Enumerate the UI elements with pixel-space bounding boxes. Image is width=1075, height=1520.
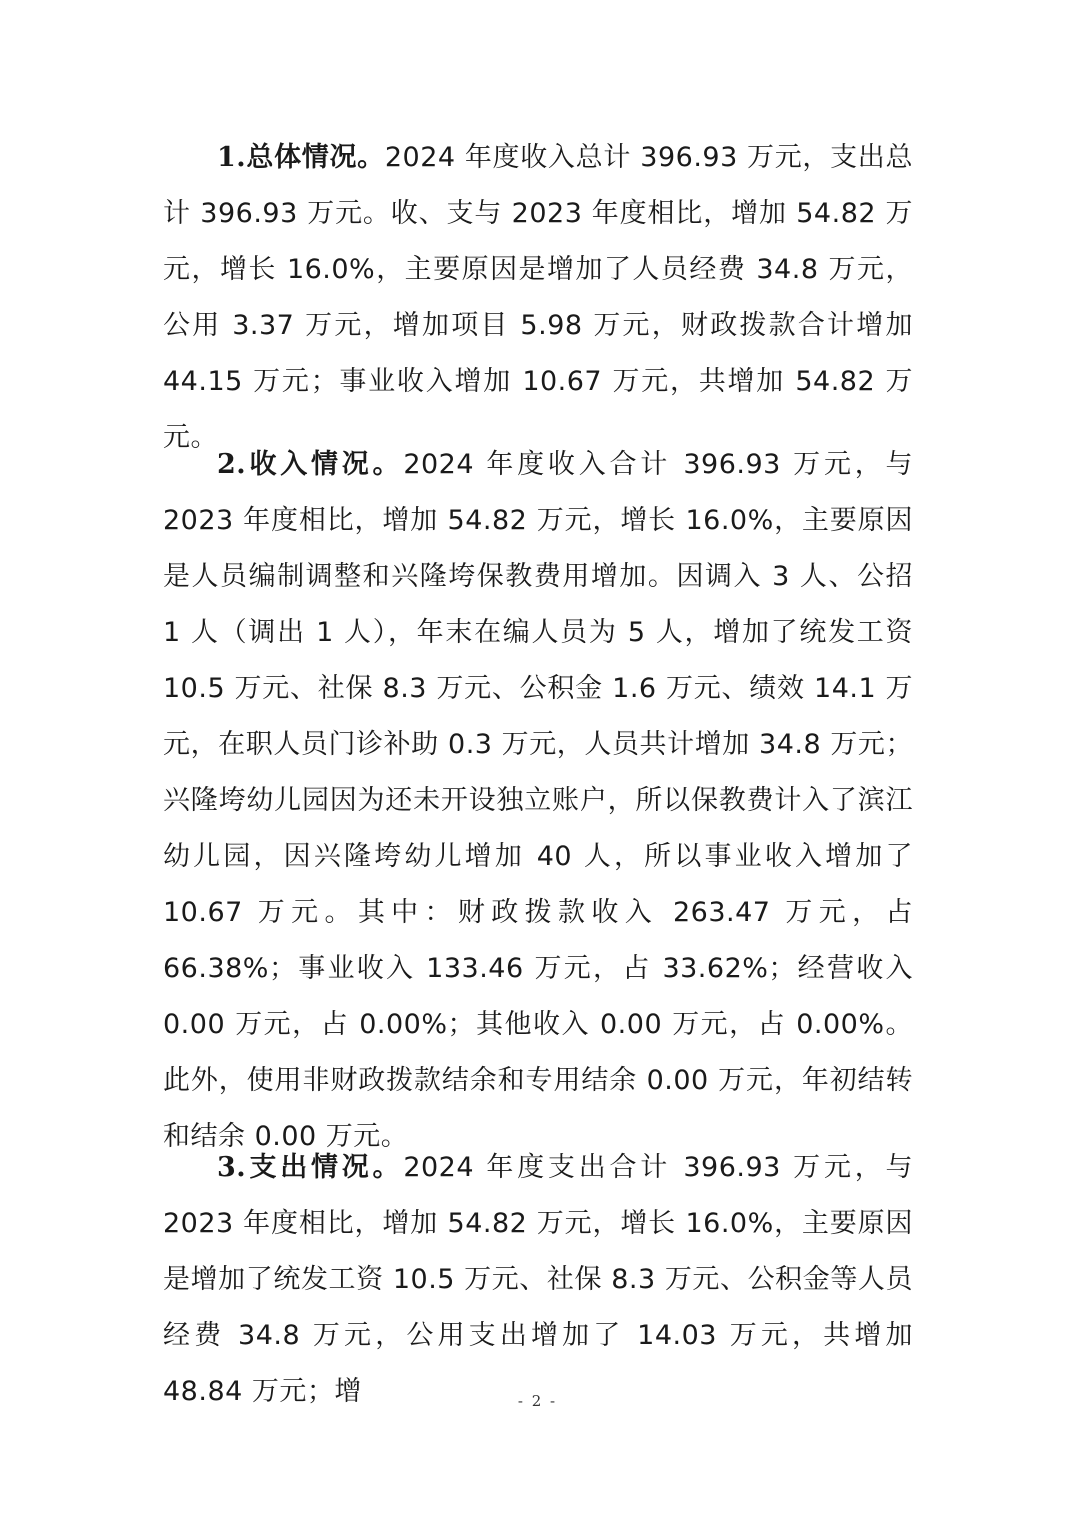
paragraph-heading: 2.收入情况。 xyxy=(217,449,404,480)
paragraph-income xyxy=(163,437,913,1165)
paragraph-heading: 3.支出情况。 xyxy=(217,1152,404,1183)
paragraph-expenditure xyxy=(163,1140,913,1420)
paragraph-body: 2024 年度收入总计 396.93 万元，支出总计 396.93 万元。收、支与 2023 年度相比，增加 54.82 万元，增长 16.0%，主要原因是增加了人员经费 34.8 万元，公用 3.37 万元，增加项目 5.98 万元，财政拨款合计增加 44.15 万元；事业收入增加 10.67 万元，共增加 54.82 万元。 xyxy=(163,142,914,453)
paragraph-body: 2024 年度收入合计 396.93 万元，与 2023 年度相比，增加 54.82 万元，增长 16.0%，主要原因是人员编制调整和兴隆垮保教费用增加。因调入 3 人、公招 1 人（调出 1 人），年末在编人员为 5 人，增加了统发工资 10.5 万元、社保 8.3 万元、公积金 1.6 万元、绩效 14.1 万元，在职人员门诊补助 0.3 万元，人员共计增加 34.8 万元；兴隆垮幼儿园因为还未开设独立账户，所以保教费计入了滨江幼儿园，因兴隆垮幼儿增加 40 人，所以事业收入增加了 10.67 万元。其中：财政拨款收入 263.47 万元，占 66.38%；事业收入 133.46 万元，占 33.62%；经营收入 0.00 万元，占 0.00%；其他收入 0.00 万元，占 0.00%。此外，使用非财政拨款结余和专用结余 0.00 万元，年初结转和结余 0.00 万元。 xyxy=(163,449,913,1152)
paragraph-body: 2024 年度支出合计 396.93 万元，与 2023 年度相比，增加 54.82 万元，增长 16.0%，主要原因是增加了统发工资 10.5 万元、社保 8.3 万元、公积金等人员经费 34.8 万元，公用支出增加了 14.03 万元，共增加 48.84 万元；增 xyxy=(163,1152,913,1407)
paragraph-overall xyxy=(163,130,913,466)
page-number: - 2 - xyxy=(517,1392,558,1410)
paragraph-heading: 1.总体情况。 xyxy=(217,142,385,173)
